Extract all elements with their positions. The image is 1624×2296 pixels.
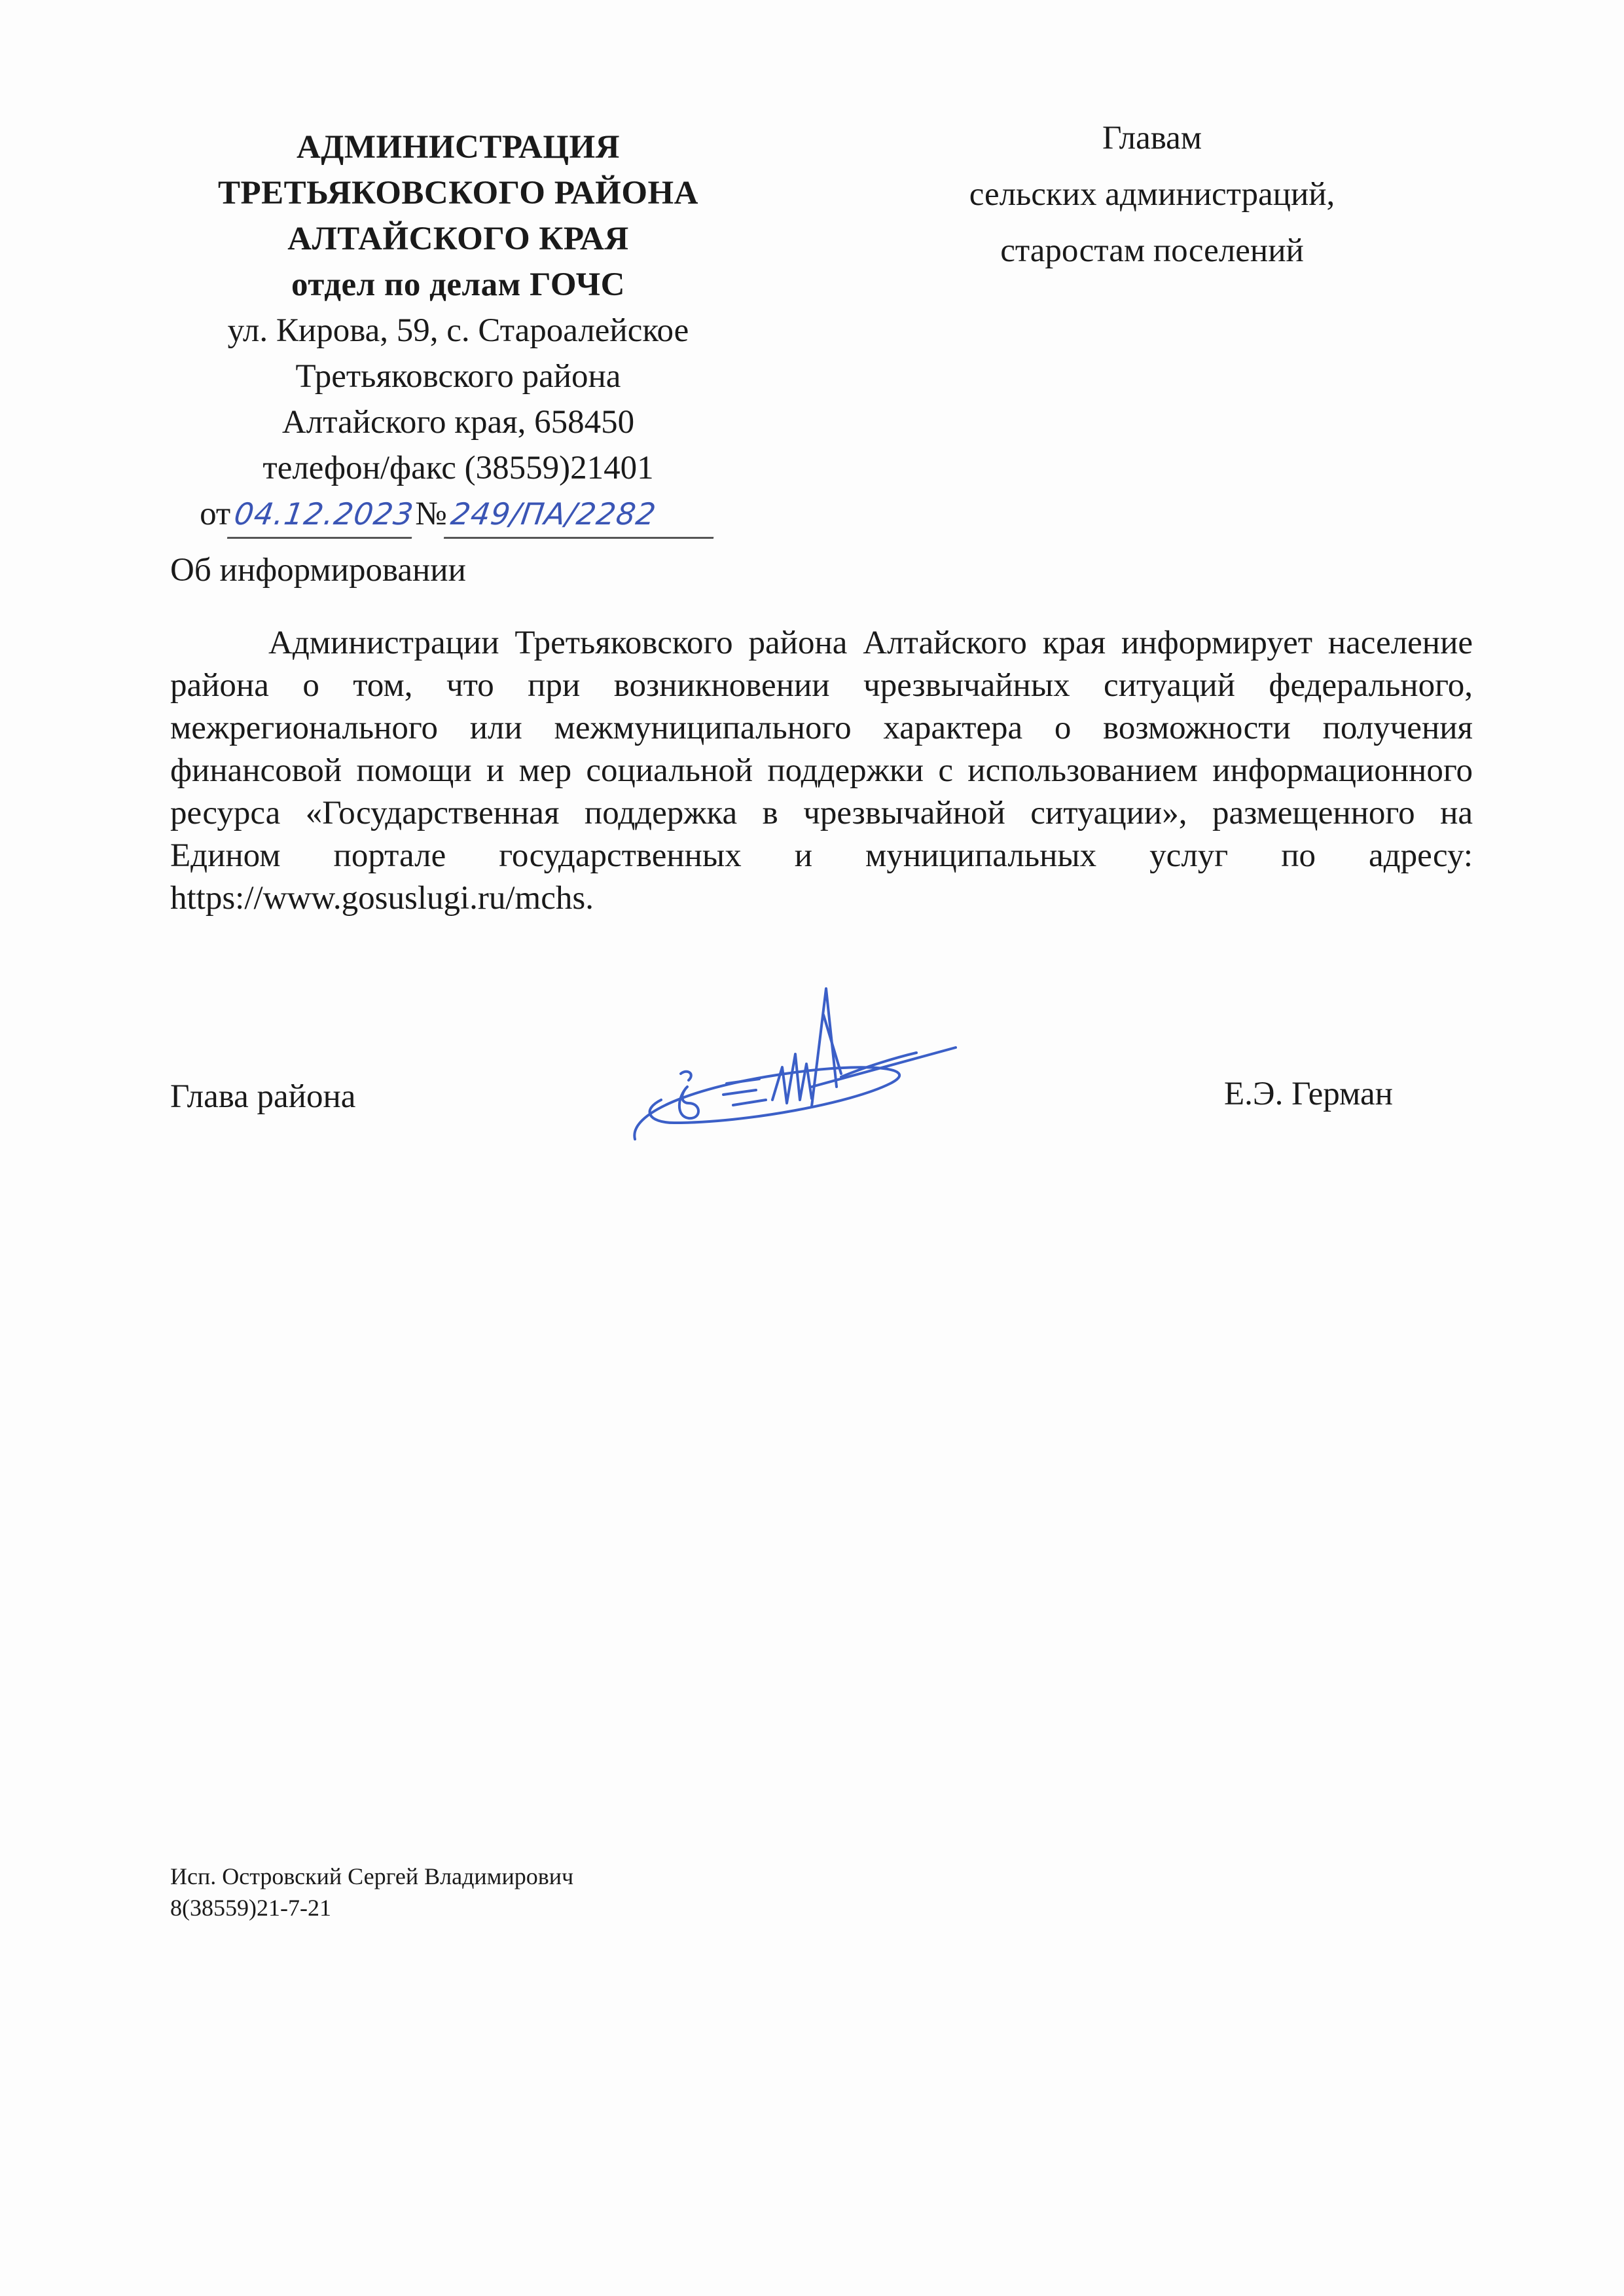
letterhead-address-line3: Алтайского края, 658450 [281,404,635,441]
letterhead-address-line2: Третьяковского района [295,358,621,395]
executor-phone: 8(38559)21-7-21 [170,1895,331,1921]
addressee-line3: старостам поселений [1000,232,1304,269]
letterhead [170,124,746,539]
registration-line [170,491,746,539]
executor-block [170,1861,573,1923]
handwritten-number: 249/ПА/2282 [444,491,720,539]
letterhead-phone: телефон/факс (38559)21401 [262,450,654,486]
subject-line: Об информировании [170,552,466,589]
letterhead-org-line1: АДМИНИСТРАЦИЯ [296,129,621,166]
signatory-name: Е.Э. Герман [1224,1076,1393,1112]
signatory-position: Глава района [170,1078,356,1115]
letterhead-address-line1: ул. Кирова, 59, с. Староалейское [227,312,689,349]
handwritten-date: 04.12.2023 [227,491,418,539]
date-prefix: от [200,496,231,532]
body-paragraph: Администрации Третьяковского района Алтайского края информирует население района о том, что при возникновении чрезвычайных ситуаций федерального, межрегионального или межмуниципального характера о возможности получения финансовой помощи и мер социальной поддержки с использованием информационного ресурса «Государственная поддержка в чрезвычайной ситуации», размещенного на Едином портале государственных и муниципальных услуг по адресу: https://www.gosuslugi.ru/mchs. [170,625,1473,917]
handwritten-signature [615,975,995,1152]
addressee-line1: Главам [1102,120,1202,156]
letterhead-department: отдел по делам ГОЧС [291,266,625,303]
addressee-block [903,110,1401,279]
addressee-line2: сельских администраций, [969,176,1335,213]
letterhead-org-line2: ТРЕТЬЯКОВСКОГО РАЙОНА [217,175,699,211]
executor-name: Исп. Островский Сергей Владимирович [170,1863,574,1889]
number-sign: № [415,496,447,532]
letterhead-org-line3: АЛТАЙСКОГО КРАЯ [287,221,629,257]
